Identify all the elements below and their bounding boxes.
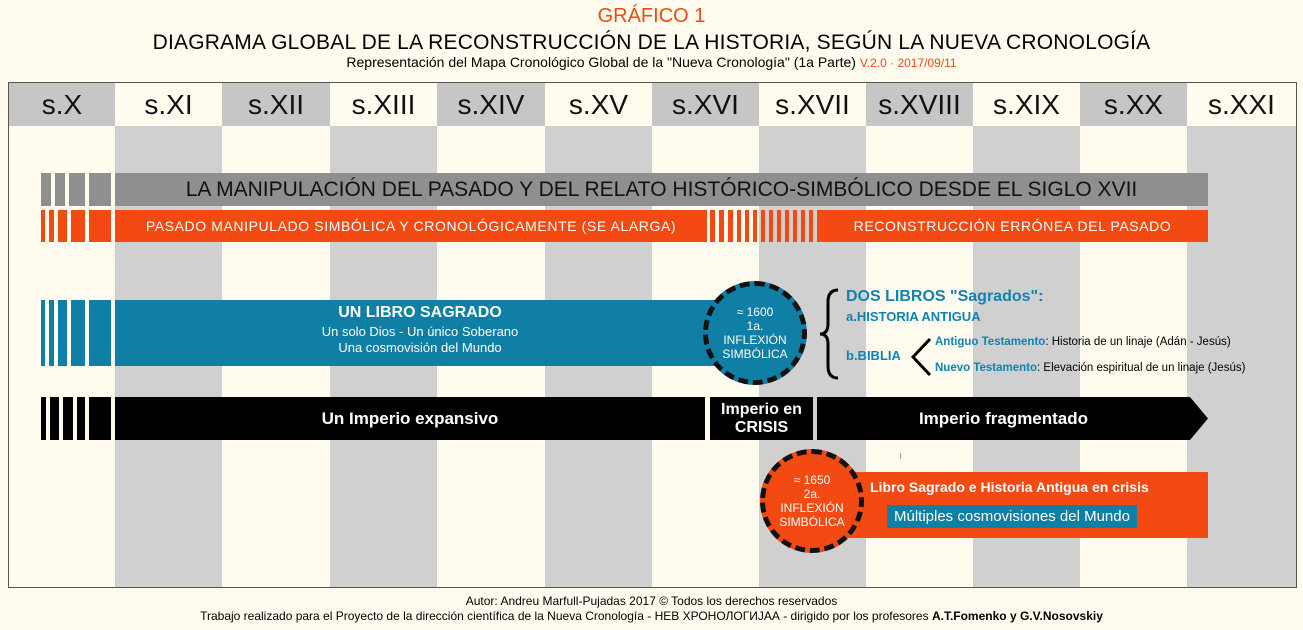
century-header: s.XVI [652, 83, 759, 126]
second-inflexion-circle [760, 449, 864, 553]
crisis-box-title: Libro Sagrado e Historia Antigua en crisis [870, 479, 1149, 495]
century-header: s.XX [1080, 83, 1187, 126]
red-stripe [737, 210, 741, 242]
professors-names: A.T.Fomenko y G.V.Nosovskiy [931, 609, 1103, 623]
chevron-left-icon [910, 337, 932, 377]
curly-brace-icon [816, 288, 842, 380]
red-stripe [710, 210, 715, 242]
inflexion2-label2: INFLEXIÓN [780, 501, 844, 515]
new-testament-text: : Elevación espiritual de un linaje (Jesús) [1037, 362, 1246, 374]
black-stripe [41, 397, 46, 440]
first-inflexion-circle [703, 281, 807, 385]
red-stripe [785, 210, 789, 242]
red-stripe [745, 210, 749, 242]
crisis-line1: Imperio en [721, 400, 802, 418]
manipulation-bar: LA MANIPULACIÓN DEL PASADO Y DEL RELATO HISTÓRICO-SIMBÓLICO DESDE EL SIGLO XVII [115, 173, 1208, 206]
crisis-box-subtitle: Múltiples cosmovisiones del Mundo [887, 505, 1137, 528]
century-header: s.X [9, 83, 115, 126]
grey-stripe [89, 173, 111, 206]
new-testament-label: Nuevo Testamento [935, 362, 1038, 374]
page-title: DIAGRAMA GLOBAL DE LA RECONSTRUCCIÓN DE LA HISTORIA, SEGÚN LA NUEVA CRONOLOGÍA [152, 31, 1151, 54]
blue-stripe [58, 300, 67, 366]
inflexion2-label3: SIMBÓLICA [779, 515, 845, 529]
old-testament-text: : Historia de un linaje (Adán - Jesús) [1045, 336, 1231, 348]
crisis-line2: CRISIS [734, 418, 789, 436]
page-subtitle [0, 54, 1303, 70]
red-stripe [801, 210, 805, 242]
project-text: Trabajo realizado para el Proyecto de la dirección científica de la Nueva Cronología - НЕВ ХРОНОЛОГИJАА - dirigido por los profesores [200, 609, 929, 623]
expansive-empire-bar: Un Imperio expansivo [115, 397, 705, 440]
century-header: s.XI [115, 83, 222, 126]
one-book-line1: Un solo Dios - Un único Soberano [321, 324, 519, 339]
red-stripe [41, 210, 45, 242]
red-stripe [58, 210, 67, 242]
inflexion2-label1: 2a. [803, 487, 821, 501]
grey-stripe [69, 173, 85, 206]
black-stripe [50, 397, 59, 440]
inflexion1-label2: INFLEXIÓN [723, 333, 787, 347]
red-stripe [793, 210, 797, 242]
century-header: s.XVIII [866, 83, 973, 126]
red-stripe [769, 210, 773, 242]
century-header: s.XVII [759, 83, 866, 126]
tick-mark [900, 453, 901, 459]
two-books-a: a.HISTORIA ANTIGUA [846, 309, 981, 324]
black-stripe [89, 397, 111, 440]
graphic-label: GRÁFICO 1 [597, 5, 706, 27]
inflexion1-label3: SIMBÓLICA [722, 347, 788, 361]
arrow-head-icon [1190, 397, 1210, 440]
old-testament-label: Antiguo Testamento [935, 336, 1046, 348]
old-testament-line [935, 336, 1231, 348]
red-stripe [761, 210, 765, 242]
century-header: s.XII [222, 83, 330, 126]
century-header: s.XIII [330, 83, 437, 126]
one-book-line2: Una cosmovisión del Mundo [338, 340, 502, 355]
red-stripe [71, 210, 85, 242]
crisis-empire-bar [710, 397, 813, 440]
one-book-title: UN LIBRO SAGRADO [338, 304, 502, 321]
two-books-b: b.BIBLIA [846, 348, 901, 363]
red-stripe [719, 210, 724, 242]
red-stripe [728, 210, 733, 242]
century-header: s.XIX [973, 83, 1080, 126]
blue-stripe [41, 300, 45, 366]
project-credit [0, 609, 1303, 623]
two-books-title: DOS LIBROS "Sagrados": [846, 288, 1044, 305]
author-credit: Autor: Andreu Marfull-Pujadas 2017 © Todos los derechos reservados [465, 594, 838, 608]
fragmented-empire-bar: Imperio fragmentado [817, 397, 1190, 440]
black-stripe [63, 397, 73, 440]
blue-stripe [49, 300, 54, 366]
century-header: s.XXI [1187, 83, 1296, 126]
century-header: s.XV [545, 83, 652, 126]
subtitle-text: Representación del Mapa Cronológico Global de la "Nueva Cronología" (1a Parte) [346, 54, 856, 70]
past-manipulated-bar: PASADO MANIPULADO SIMBÓLICA Y CRONOLÓGICAMENTE (SE ALARGA) [115, 210, 707, 242]
new-testament-line [935, 362, 1245, 374]
inflexion2-approx: ≈ 1650 [793, 473, 831, 487]
century-header: s.XIV [437, 83, 545, 126]
blue-stripe [89, 300, 111, 366]
inflexion1-label1: 1a. [746, 319, 764, 333]
black-stripe [77, 397, 85, 440]
red-stripe [753, 210, 757, 242]
red-stripe [89, 210, 111, 242]
red-stripe [809, 210, 813, 242]
grey-stripe [41, 173, 51, 206]
red-stripe [777, 210, 781, 242]
inflexion1-approx: ≈ 1600 [736, 305, 774, 319]
grey-stripe [55, 173, 65, 206]
blue-stripe [71, 300, 85, 366]
one-book-bar [115, 300, 725, 366]
red-stripe [49, 210, 54, 242]
version-label: V.2.0 · 2017/09/11 [859, 56, 957, 70]
reconstruction-bar: RECONSTRUCCIÓN ERRÓNEA DEL PASADO [817, 210, 1208, 242]
